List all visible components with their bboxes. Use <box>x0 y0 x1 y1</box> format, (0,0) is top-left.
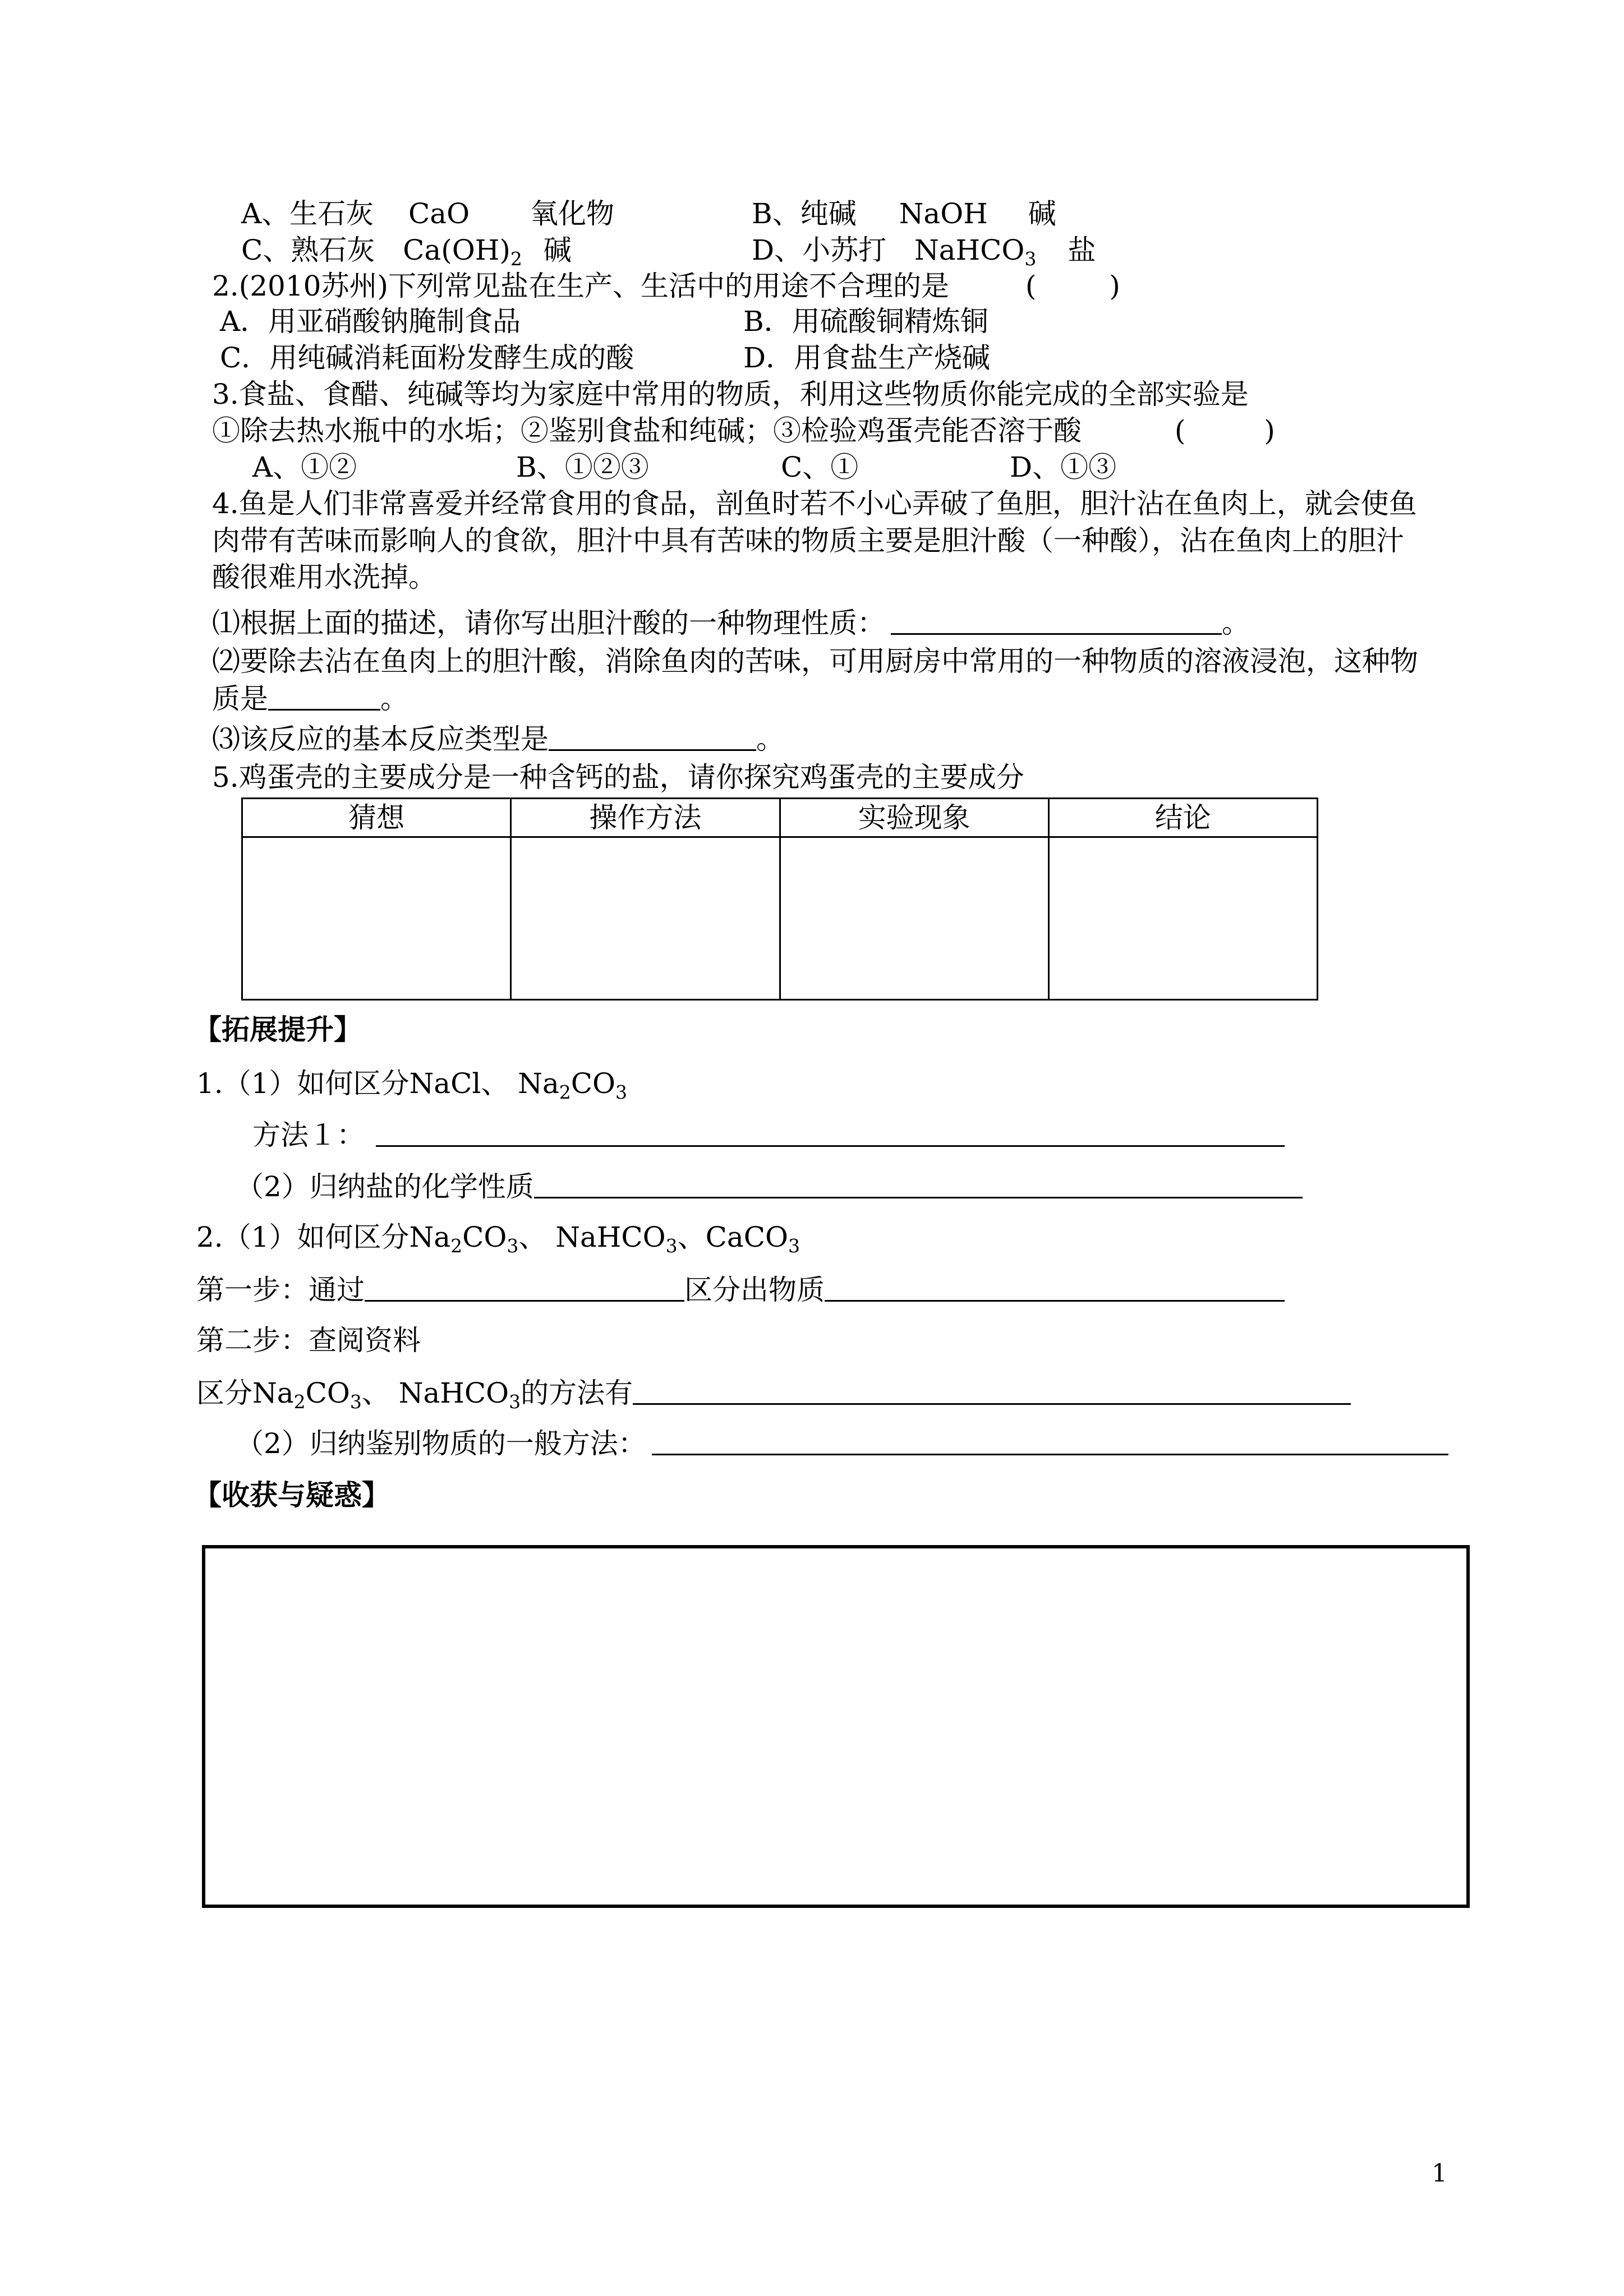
q4-sub2-line1: ⑵要除去沾在鱼肉上的胆汁酸，消除鱼肉的苦味，可用厨房中常用的一种物质的溶液浸泡，这种物 <box>212 645 1418 677</box>
q1-option-c-type: 碱 <box>543 234 572 266</box>
q1-option-d-label: D、小苏打 <box>752 234 887 266</box>
table-cell-conclusion[interactable] <box>1048 837 1317 1000</box>
q1-option-c-formula: $Ca(OH)_2$ <box>403 234 522 270</box>
q3-option-d: D、①③ <box>1010 451 1117 483</box>
extension-q1-part1: 1.（1）如何区分NaCl、 $Na_2CO_3$ <box>196 1067 628 1103</box>
q2-option-b: B．用硫酸铜精炼铜 <box>743 305 988 338</box>
table-cell-phenomenon[interactable] <box>780 837 1048 1000</box>
q2-option-a: A．用亚硝酸钠腌制食品 <box>220 305 521 338</box>
table-header-row <box>242 799 1318 837</box>
table-header-conclusion: 结论 <box>1048 799 1317 837</box>
q1-option-b-label: B、纯碱 <box>752 197 857 230</box>
q3-option-a: A、①② <box>252 451 357 483</box>
identification-methods-blank[interactable] <box>652 1424 1448 1455</box>
q4-sub1: ⑴根据上面的描述，请你写出胆汁酸的一种物理性质： 。 <box>212 604 1250 640</box>
extension-step1: 第一步：通过 区分出物质 <box>196 1271 1285 1307</box>
page-number: 1 <box>1432 2159 1447 2188</box>
table-header-phenomenon: 实验现象 <box>780 799 1048 837</box>
q1-option-a-label: A、生石灰 <box>241 197 374 230</box>
step1-substance-blank[interactable] <box>825 1271 1285 1302</box>
table-cell-hypothesis[interactable] <box>242 837 511 1000</box>
q4-sub2-answer-blank[interactable] <box>268 680 380 711</box>
method1-answer-blank[interactable] <box>376 1116 1285 1147</box>
q1-option-d <box>752 232 1096 268</box>
distinguish-methods-blank[interactable] <box>633 1374 1351 1405</box>
q1-option-d-type: 盐 <box>1068 234 1096 266</box>
step1-method-blank[interactable] <box>365 1271 684 1302</box>
q4-sub1-answer-blank[interactable] <box>891 604 1222 635</box>
q5-stem: 5.鸡蛋壳的主要成分是一种含钙的盐，请你探究鸡蛋壳的主要成分 <box>212 761 1024 794</box>
q2-answer-paren: ( ) <box>1025 270 1120 302</box>
q3-option-c: C、① <box>781 451 859 483</box>
q1-option-c-label: C、熟石灰 <box>241 234 375 266</box>
q4-sub2-line2: 质是 。 <box>212 680 408 716</box>
q4-sub3: ⑶该反应的基本反应类型是 。 <box>212 720 784 756</box>
harvest-answer-box[interactable] <box>202 1545 1470 1908</box>
q3-stem: 3.食盐、食醋、纯碱等均为家庭中常用的物质，利用这些物质你能完成的全部实验是 <box>212 378 1249 411</box>
q4-text-line2: 肉带有苦味而影响人的食欲，胆汁中具有苦味的物质主要是胆汁酸（一种酸），沾在鱼肉上的胆汁 <box>212 524 1404 557</box>
table-header-hypothesis: 猜想 <box>242 799 511 837</box>
extension-heading: 【拓展提升】 <box>194 1013 362 1046</box>
q1-option-a <box>241 196 614 232</box>
q1-option-d-formula: NaHCO$_3$ <box>914 234 1037 270</box>
q1-option-a-type: 氧化物 <box>530 197 614 230</box>
salt-properties-answer-blank[interactable] <box>534 1168 1303 1198</box>
extension-q2-part1: 2.（1）如何区分$Na_2CO_3$、 NaHCO$_3$、CaCO$_3$ <box>196 1221 800 1257</box>
q2-option-c: C．用纯碱消耗面粉发酵生成的酸 <box>220 342 634 374</box>
q1-option-c <box>241 232 572 268</box>
harvest-heading: 【收获与疑惑】 <box>194 1478 390 1511</box>
q3-items: ①除去热水瓶中的水垢；②鉴别食盐和纯碱；③检验鸡蛋壳能否溶于酸 ( ) <box>212 414 1275 447</box>
q5-inquiry-table <box>241 797 1318 1001</box>
extension-q2-part2: （2）归纳鉴别物质的一般方法： <box>236 1424 1448 1460</box>
q4-text-line3: 酸很难用水洗掉。 <box>212 561 436 593</box>
table-row <box>242 837 1318 1000</box>
extension-step2: 第二步：查阅资料 <box>196 1324 421 1357</box>
q1-option-a-formula: CaO <box>408 197 470 230</box>
table-header-procedure: 操作方法 <box>511 799 780 837</box>
extension-q1-part2: （2）归纳盐的化学性质 <box>236 1168 1303 1204</box>
q3-answer-paren: ( ) <box>1174 414 1275 447</box>
q4-sub3-answer-blank[interactable] <box>549 720 756 751</box>
q2-stem: 2.(2010苏州)下列常见盐在生产、生活中的用途不合理的是 ( ) <box>212 270 1120 302</box>
q4-text-line1: 4.鱼是人们非常喜爱并经常食用的食品，剖鱼时若不小心弄破了鱼胆，胆汁沾在鱼肉上，就会使鱼 <box>212 487 1417 520</box>
q1-option-b-formula: NaOH <box>899 197 988 230</box>
q3-option-b: B、①②③ <box>516 451 649 483</box>
extension-distinguish: 区分$Na_2CO_3$、 NaHCO$_3$的方法有 <box>196 1374 1351 1410</box>
table-cell-procedure[interactable] <box>511 837 780 1000</box>
q1-option-b-type: 碱 <box>1028 197 1056 230</box>
extension-method1: 方法１： <box>252 1116 1285 1152</box>
q1-option-b <box>752 196 1056 232</box>
q2-option-d: D．用食盐生产烧碱 <box>743 342 991 374</box>
